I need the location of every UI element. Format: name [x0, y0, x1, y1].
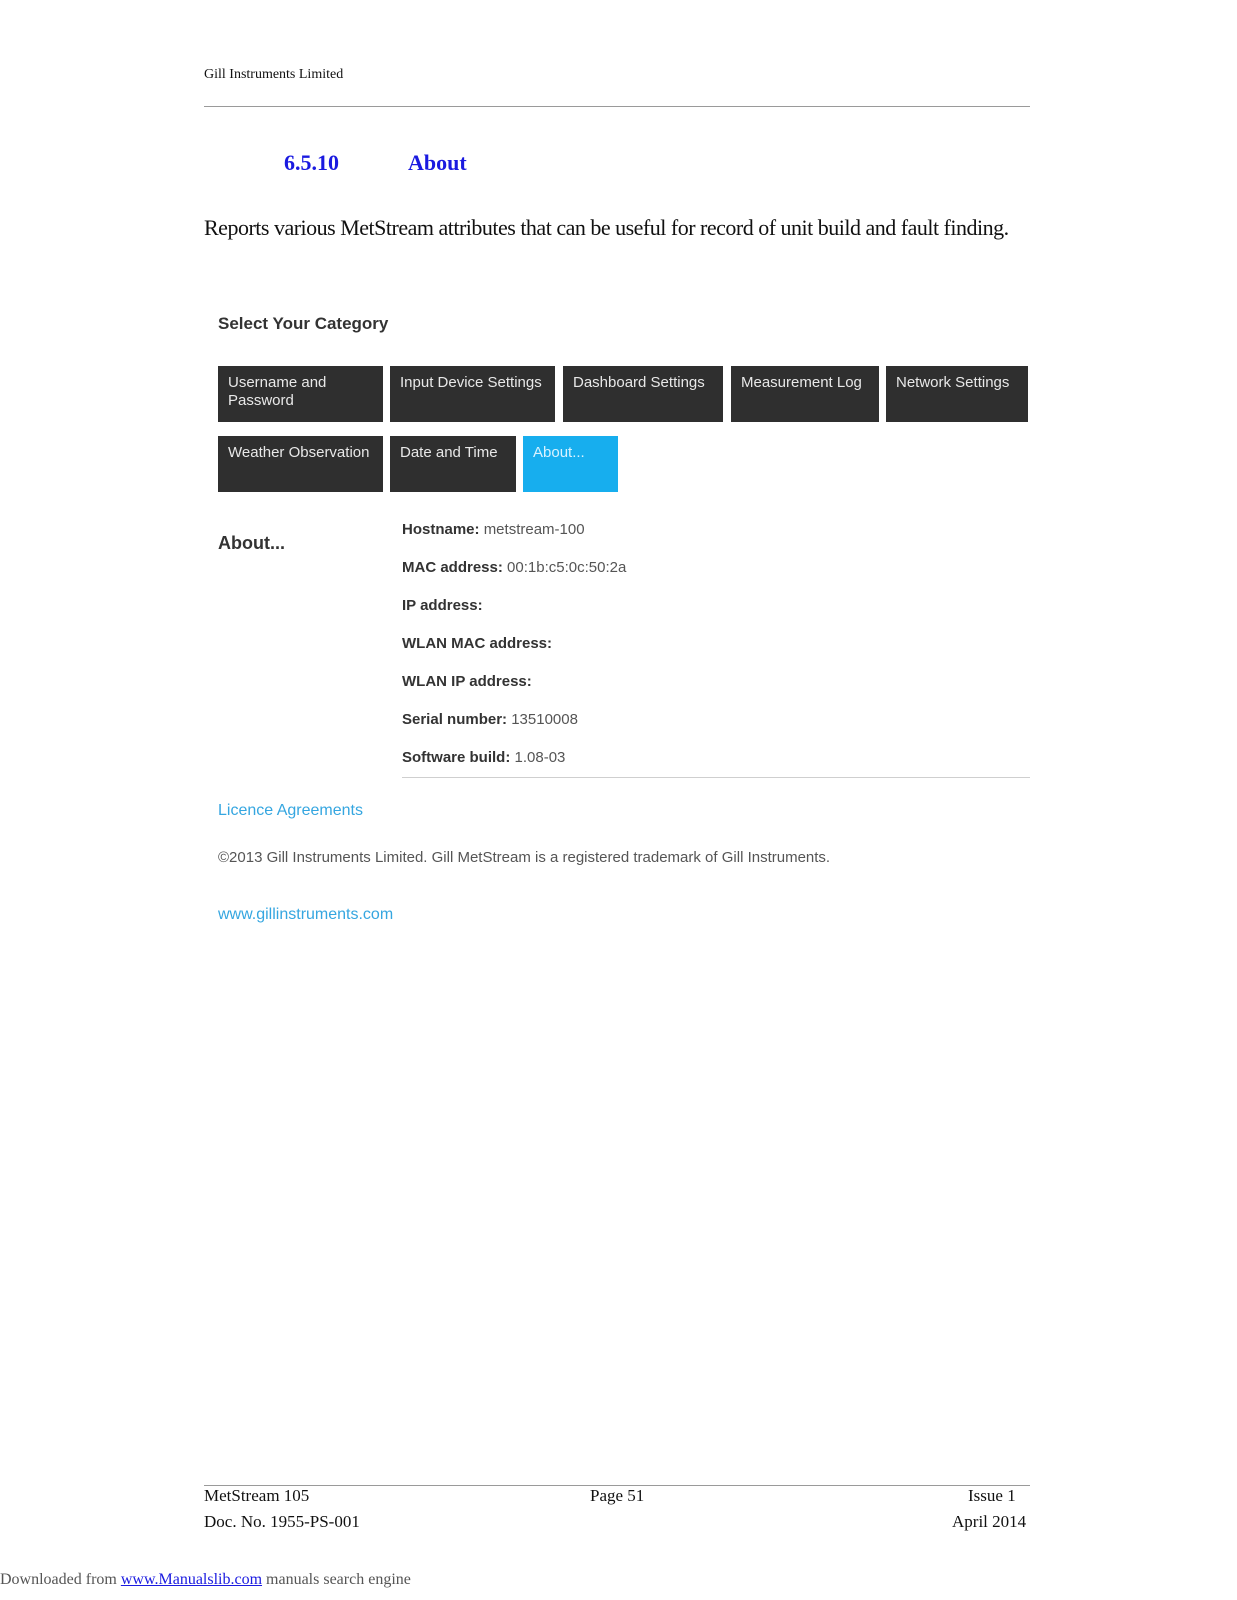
category-title: Select Your Category: [218, 314, 389, 333]
download-prefix: Downloaded from: [0, 1571, 121, 1588]
licence-agreements-link[interactable]: Licence Agreements: [218, 802, 363, 819]
info-value: metstream-100: [483, 521, 585, 538]
download-note: [0, 1571, 411, 1589]
info-key: Software build:: [402, 749, 511, 766]
footer-page: Page 51: [590, 1486, 645, 1505]
info-mac-address: [402, 559, 626, 576]
tile-date-and-time[interactable]: Date and Time: [390, 436, 516, 492]
website-link[interactable]: www.gillinstruments.com: [218, 906, 394, 923]
download-suffix: manuals search engine: [262, 1571, 411, 1588]
info-separator: [402, 777, 1030, 778]
section-number: 6.5.10: [284, 150, 339, 175]
copyright-text: ©2013 Gill Instruments Limited. Gill MetStream is a registered trademark of Gill Instruments.: [218, 849, 831, 866]
info-key: WLAN MAC address:: [402, 635, 553, 652]
info-ip-address: [402, 597, 483, 614]
header-rule: [204, 106, 1030, 107]
tile-weather-observation[interactable]: Weather Observation: [218, 436, 383, 492]
info-serial-number: [402, 711, 578, 728]
section-title: About: [408, 150, 467, 175]
tile-input-device-settings[interactable]: Input Device Settings: [390, 366, 555, 422]
tile-dashboard-settings[interactable]: Dashboard Settings: [563, 366, 723, 422]
tile-network-settings[interactable]: Network Settings: [886, 366, 1028, 422]
info-key: IP address:: [402, 597, 483, 614]
footer-date: April 2014: [952, 1512, 1027, 1531]
header-company: Gill Instruments Limited: [204, 67, 344, 82]
info-wlan-mac-address: [402, 635, 552, 652]
tile-measurement-log[interactable]: Measurement Log: [731, 366, 879, 422]
info-key: Serial number:: [402, 711, 508, 728]
tile-about[interactable]: About...: [523, 436, 618, 492]
intro-paragraph: Reports various MetStream attributes that can be useful for record of unit build and fault finding.: [204, 215, 1009, 240]
footer-issue: Issue 1: [968, 1486, 1016, 1505]
info-key: MAC address:: [402, 559, 503, 576]
info-value: 13510008: [511, 711, 578, 728]
info-hostname: [402, 521, 585, 538]
about-label: About...: [218, 533, 285, 553]
info-value: 1.08-03: [514, 749, 566, 766]
info-key: WLAN IP address:: [402, 673, 532, 690]
tile-username-password[interactable]: Username and Password: [218, 366, 383, 422]
info-value: 00:1b:c5:0c:50:2a: [507, 559, 627, 576]
manualslib-link[interactable]: www.Manualslib.com: [120, 1571, 263, 1588]
footer-product: MetStream 105: [204, 1486, 310, 1505]
info-wlan-ip-address: [402, 673, 532, 690]
footer-doc-no: Doc. No. 1955-PS-001: [204, 1512, 360, 1531]
info-key: Hostname:: [402, 521, 480, 538]
info-software-build: [402, 749, 565, 766]
